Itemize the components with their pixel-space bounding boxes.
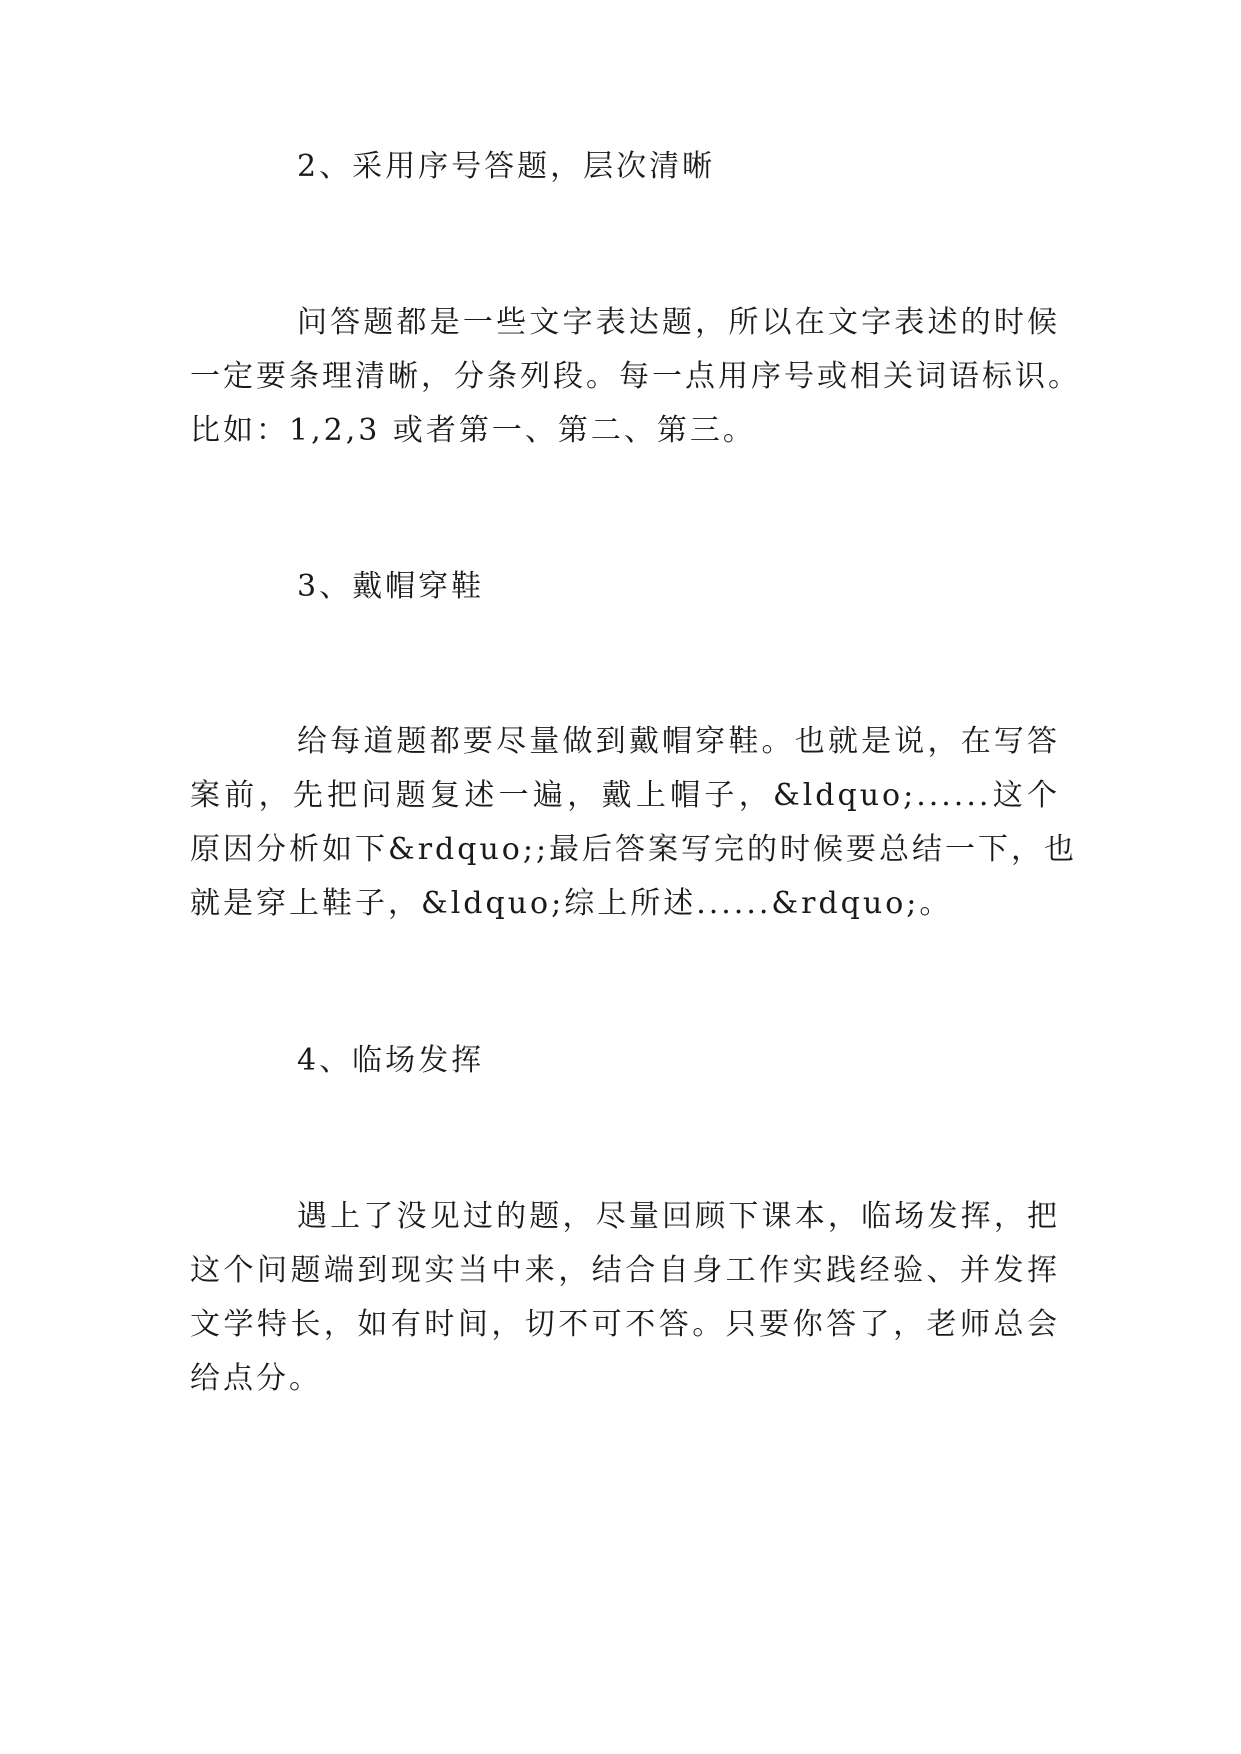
paragraph-line: 案前，先把问题复述一遍，戴上帽子，&ldquo;......这个 [190, 778, 1060, 813]
paragraph-line: 就是穿上鞋子，&ldquo;综上所述......&rdquo;。 [190, 886, 953, 921]
paragraph-line: 问答题都是一些文字表达题，所以在文字表述的时候 [297, 305, 1060, 340]
section-heading: 2、采用序号答题，层次清晰 [297, 149, 716, 184]
section-heading: 3、戴帽穿鞋 [297, 569, 485, 604]
paragraph-line: 比如：1,2,3 或者第一、第二、第三。 [190, 413, 756, 448]
paragraph-line: 这个问题端到现实当中来，结合自身工作实践经验、并发挥 [190, 1253, 1060, 1288]
section-heading: 4、临场发挥 [297, 1043, 485, 1078]
paragraph-line: 原因分析如下&rdquo;;最后答案写完的时候要总结一下，也 [190, 832, 1078, 867]
paragraph-line: 文学特长，如有时间，切不可不答。只要你答了，老师总会 [190, 1307, 1060, 1342]
paragraph-line: 遇上了没见过的题，尽量回顾下课本，临场发挥，把 [297, 1199, 1060, 1234]
paragraph-line: 给点分。 [190, 1361, 322, 1396]
paragraph-line: 一定要条理清晰，分条列段。每一点用序号或相关词语标识。 [190, 359, 1081, 394]
paragraph-line: 给每道题都要尽量做到戴帽穿鞋。也就是说，在写答 [297, 724, 1060, 759]
